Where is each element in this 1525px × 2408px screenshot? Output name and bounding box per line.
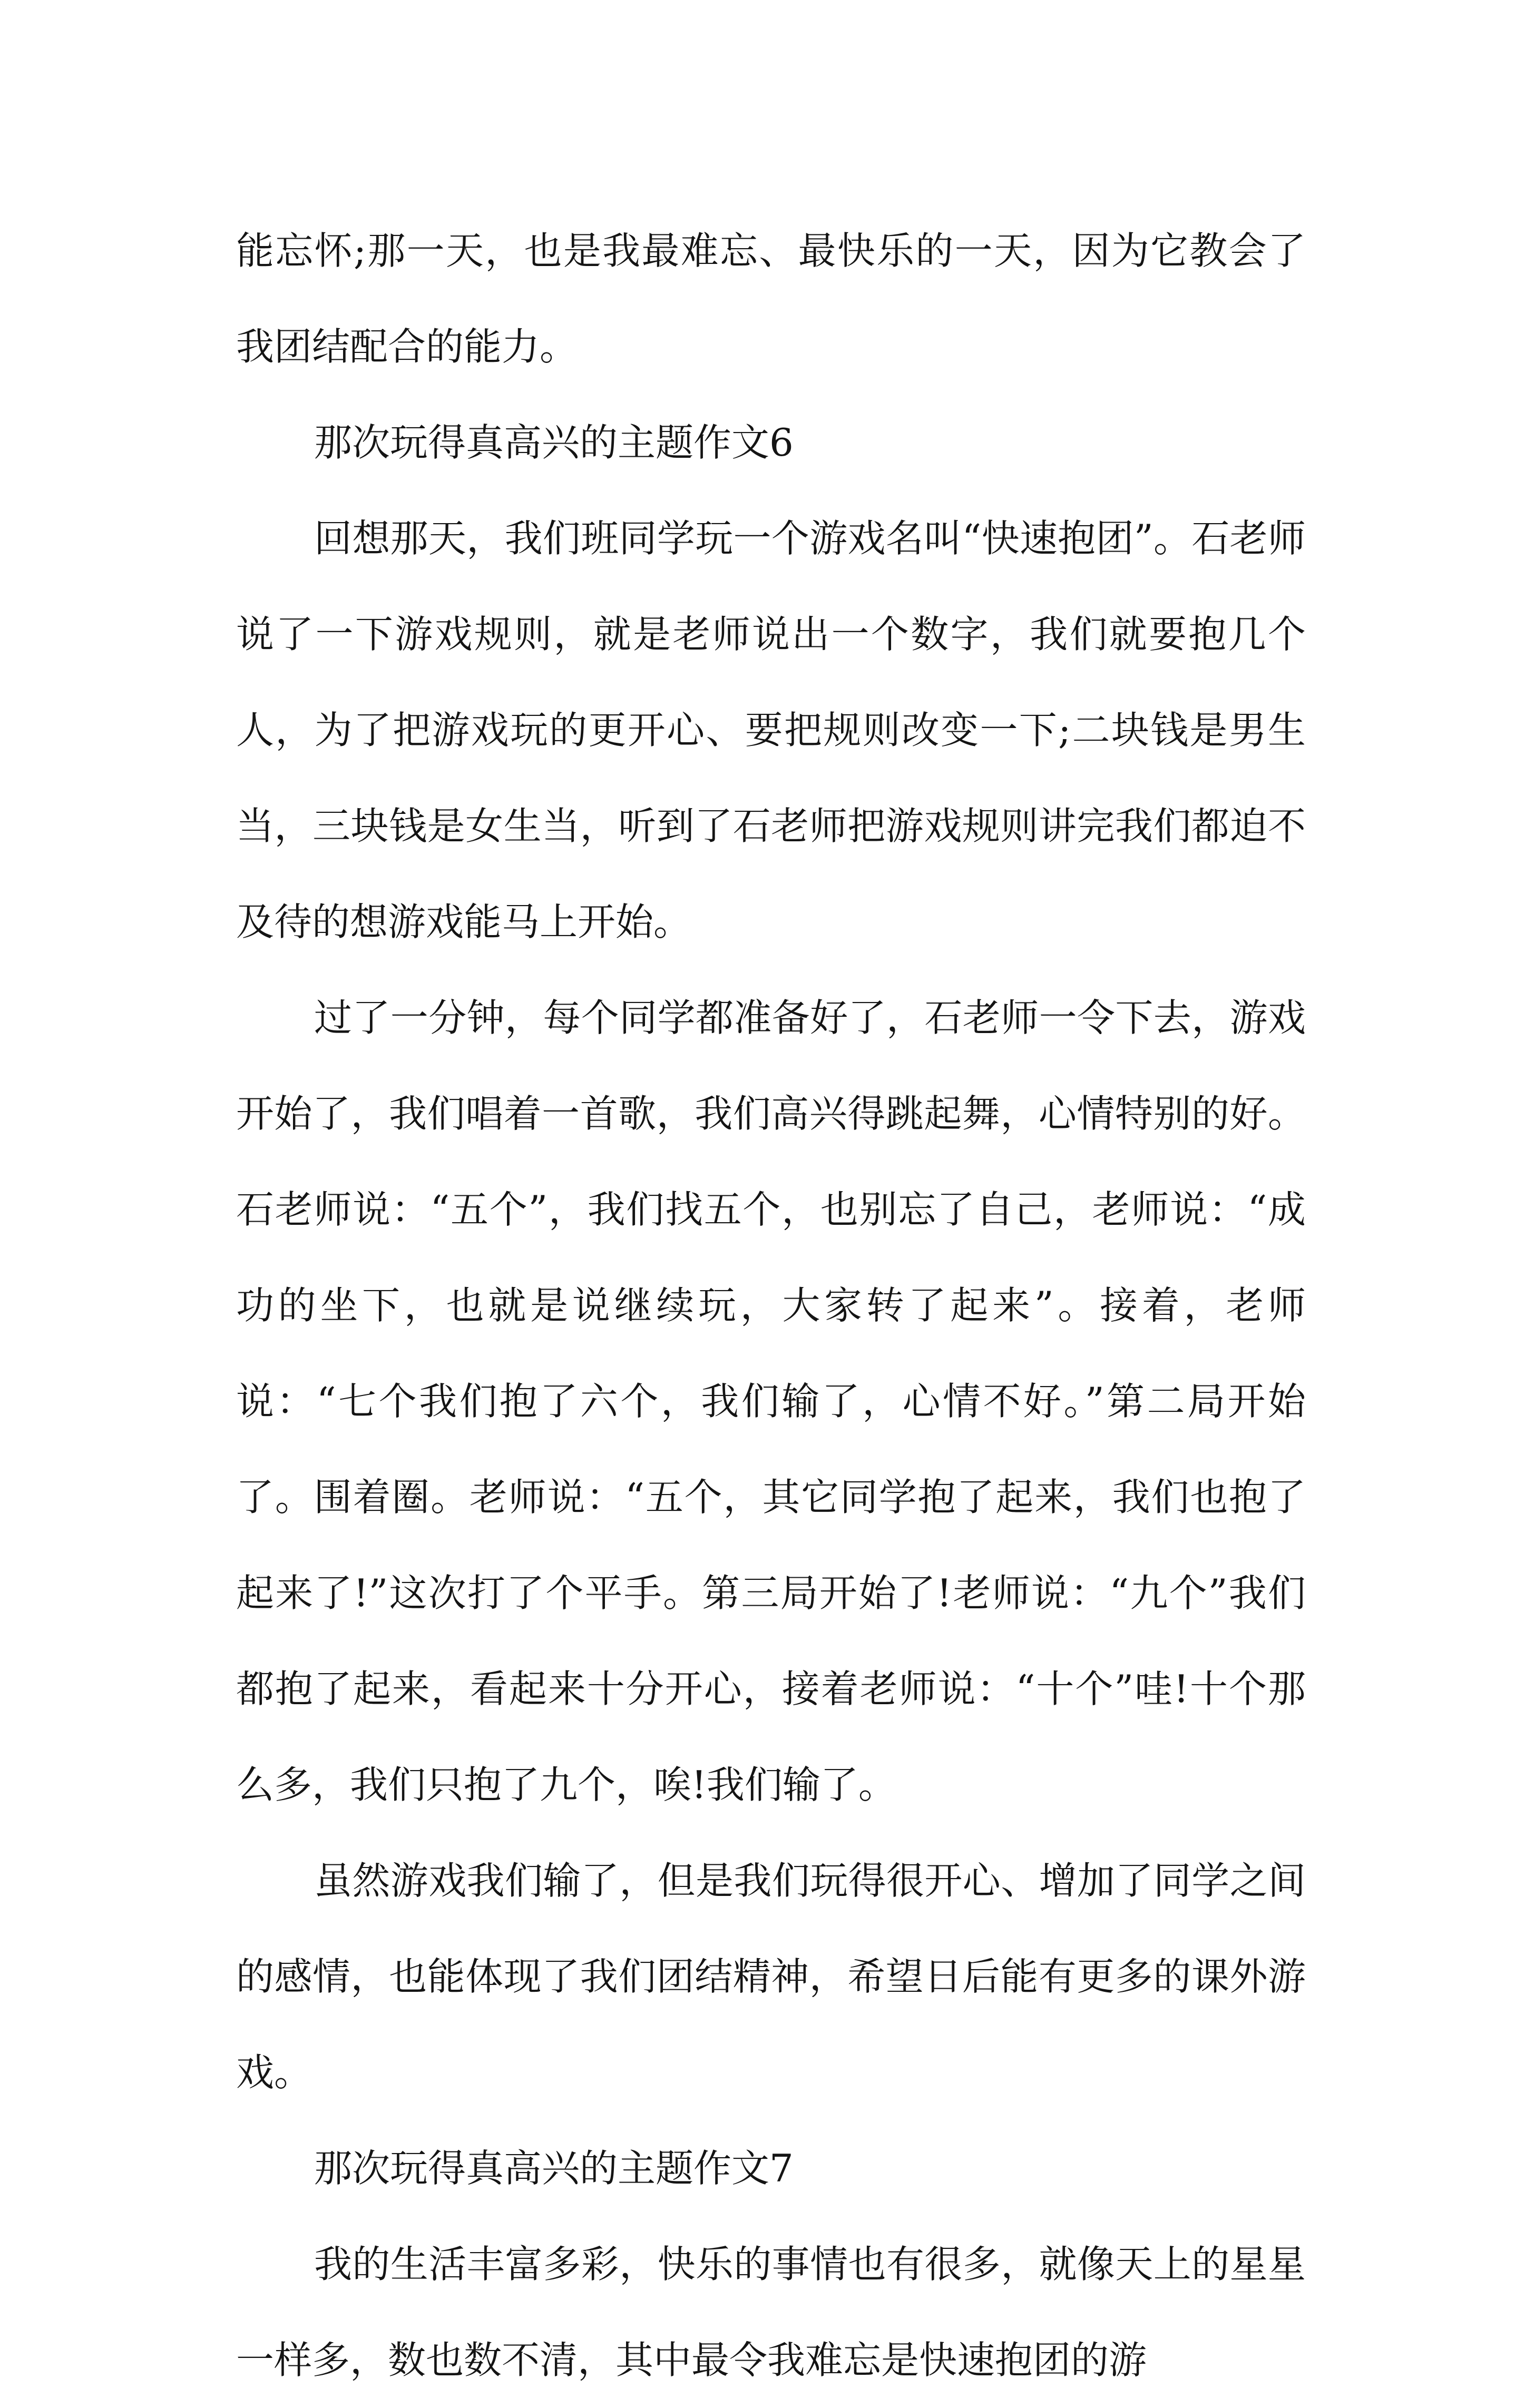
paragraph: 过了一分钟，每个同学都准备好了，石老师一令下去，游戏开始了，我们唱着一首歌，我们高兴得跳起舞，心情特别的好。石老师说：“五个”，我们找五个，也别忘了自己，老师说：“成功的坐下，也就是说继续玩，大家转了起来”。接着，老师说：“七个我们抱了六个，我们输了，心情不好。”第二局开始了。围着圈。老师说：“五个，其它同学抱了起来，我们也抱了起来了!”这次打了个平手。第三局开始了!老师说：“九个”我们都抱了起来，看起来十分开心，接着老师说：“十个”哇!十个那么多，我们只抱了九个，唉!我们输了。 [236, 996, 1306, 1807]
document-body [236, 203, 1306, 2408]
paragraph: 回想那天，我们班同学玩一个游戏名叫“快速抱团”。石老师说了一下游戏规则，就是老师说出一个数字，我们就要抱几个人，为了把游戏玩的更开心、要把规则改变一下;二块钱是男生当，三块钱是女生当，听到了石老师把游戏规则讲完我们都迫不及待的想游戏能马上开始。 [236, 516, 1306, 944]
paragraph-continuation: 能忘怀;那一天，也是我最难忘、最快乐的一天，因为它教会了我团结配合的能力。 [236, 229, 1306, 369]
paragraph: 我的生活丰富多彩，快乐的事情也有很多，就像天上的星星一样多，数也数不清，其中最令我难忘是快速抱团的游 [236, 2242, 1306, 2382]
essay-heading-7: 那次玩得真高兴的主题作文7 [314, 2146, 794, 2190]
essay-heading-6: 那次玩得真高兴的主题作文6 [314, 420, 794, 465]
paragraph: 虽然游戏我们输了，但是我们玩得很开心、增加了同学之间的感情，也能体现了我们团结精神，希望日后能有更多的课外游戏。 [236, 1859, 1306, 2095]
